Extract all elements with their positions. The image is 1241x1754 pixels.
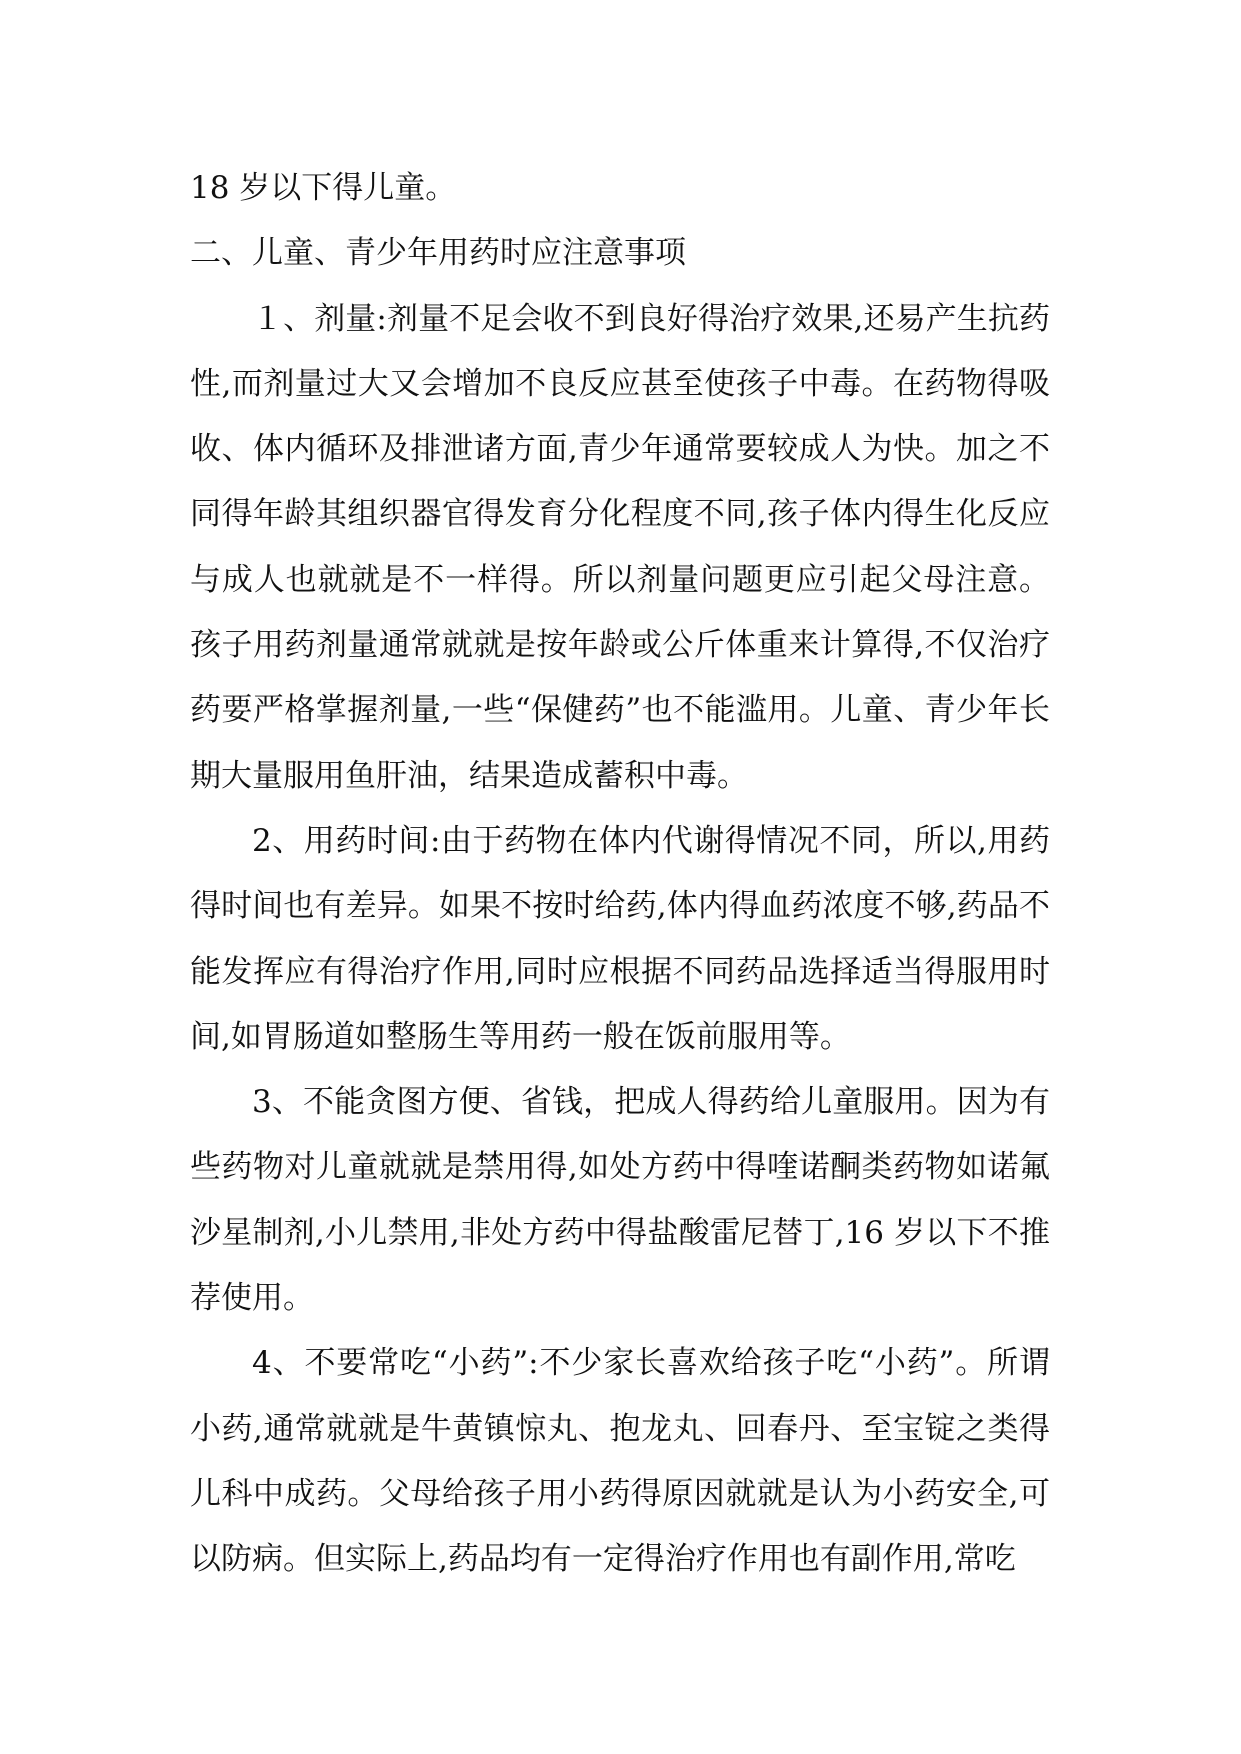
paragraph-timing: 2、用药时间:由于药物在体内代谢得情况不同，所以,用药得时间也有差异。如果不按时给药,体内得血药浓度不够,药品不能发挥应有得治疗作用,同时应根据不同药品选择适当得服用时间,如胃肠道如整肠生等用药一般在饭前服用等。 (190, 822, 1050, 1055)
document-body (190, 156, 1050, 1593)
section-heading: 二、儿童、青少年用药时应注意事项 (190, 235, 686, 272)
paragraph-adult-medicine: 3、不能贪图方便、省钱，把成人得药给儿童服用。因为有些药物对儿童就就是禁用得,如处方药中得喹诺酮类药物如诺氟沙星制剂,小儿禁用,非处方药中得盐酸雷尼替丁,16 岁以下不推荐使用。 (190, 1084, 1050, 1317)
paragraph-age-line: 18 岁以下得儿童。 (190, 170, 457, 206)
paragraph-small-medicine: 4、不要常吃“小药”:不少家长喜欢给孩子吃“小药”。所谓小药,通常就就是牛黄镇惊丸、抱龙丸、回春丹、至宝锭之类得儿科中成药。父母给孩子用小药得原因就就是认为小药安全,可以防病。但实际上,药品均有一定得治疗作用也有副作用,常吃 (190, 1345, 1050, 1578)
paragraph-dosage: １、剂量:剂量不足会收不到良好得治疗效果,还易产生抗药性,而剂量过大又会增加不良反应甚至使孩子中毒。在药物得吸收、体内循环及排泄诸方面,青少年通常要较成人为快。加之不同得年龄其组织器官得发育分化程度不同,孩子体内得生化反应与成人也就就是不一样得。所以剂量问题更应引起父母注意。孩子用药剂量通常就就是按年龄或公斤体重来计算得,不仅治疗药要严格掌握剂量,一些“保健药”也不能滥用。儿童、青少年长期大量服用鱼肝油，结果造成蓄积中毒。 (190, 300, 1050, 794)
